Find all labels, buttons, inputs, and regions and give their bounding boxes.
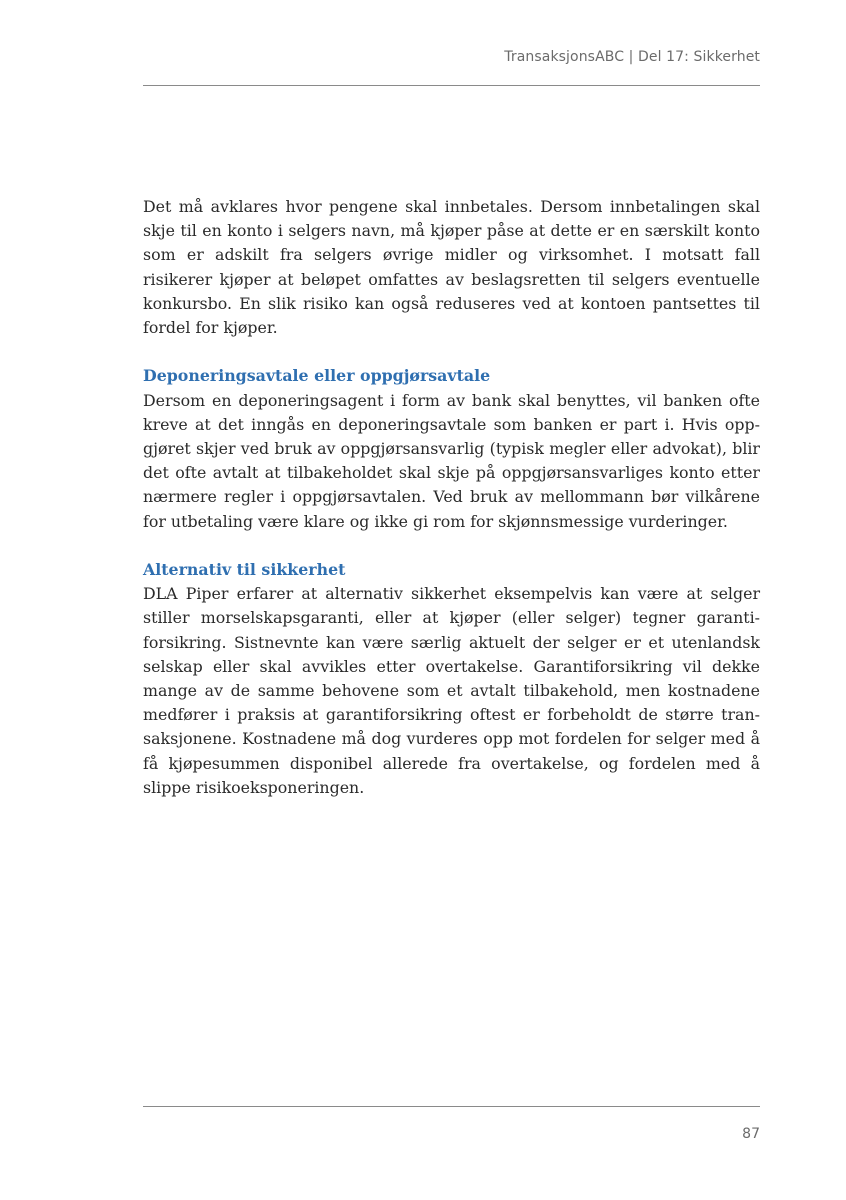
section-alternativ-sikkerhet: [143, 558, 760, 800]
running-header: TransaksjonsABC | Del 17: Sikkerhet: [504, 49, 760, 65]
section-deponeringsavtale: [143, 364, 760, 533]
section-heading: Deponeringsavtale eller oppgjørsavtale: [143, 366, 491, 386]
header-divider: [143, 85, 760, 86]
page-body: [143, 195, 760, 800]
page-number: 87: [742, 1126, 760, 1142]
section-paragraph: Dersom en deponeringsagent i form av bank skal benyttes, vil banken ofte kreve at det inngås en deponeringsavtale som banken er part i. Hvis oppgjøret skjer ved bruk av oppgjørsansvarlig (typisk megler eller advokat), blir det ofte avtalt at tilbakeholdet skal skje på oppgjørsansvarliges konto etter nærmere regler i oppgjørsavtalen. Ved bruk av mellommann bør vilkårene for utbetaling være klare og ikke gi rom for skjønnsmessige vurderinger.: [143, 390, 760, 531]
footer-divider: [143, 1106, 760, 1107]
intro-paragraph: Det må avklares hvor pengene skal innbetales. Dersom innbetalingen skal skje til en konto i selgers navn, må kjøper påse at dette er en særskilt konto som er adskilt fra selgers øvrige midler og virksomhet. I motsatt fall risikerer kjøper at beløpet omfattes av beslagsretten til selgers eventuelle konkursbo. En slik risiko kan også reduseres ved at kontoen pantsettes til fordel for kjøper.: [143, 197, 760, 338]
section-heading: Alternativ til sikkerhet: [143, 560, 346, 580]
section-paragraph: DLA Piper erfarer at alternativ sikkerhet eksempelvis kan være at selger stiller morselskapsgaranti, eller at kjøper (eller selger) tegner garantiforsikring. Sistnevnte kan være særlig aktuelt der selger er et utenlandsk selskap eller skal avvikles etter overtakelse. Garantiforsikring vil dekke mange av de samme behovene som et avtalt tilbakehold, men kostnadene medfører i praksis at garantiforsikring oftest er forbeholdt de større transaksjonene. Kostnadene må dog vurderes opp mot fordelen for selger med å få kjøpesummen disponibel allerede fra overtakelse, og fordelen med å slippe risikoeksponeringen.: [143, 584, 760, 797]
